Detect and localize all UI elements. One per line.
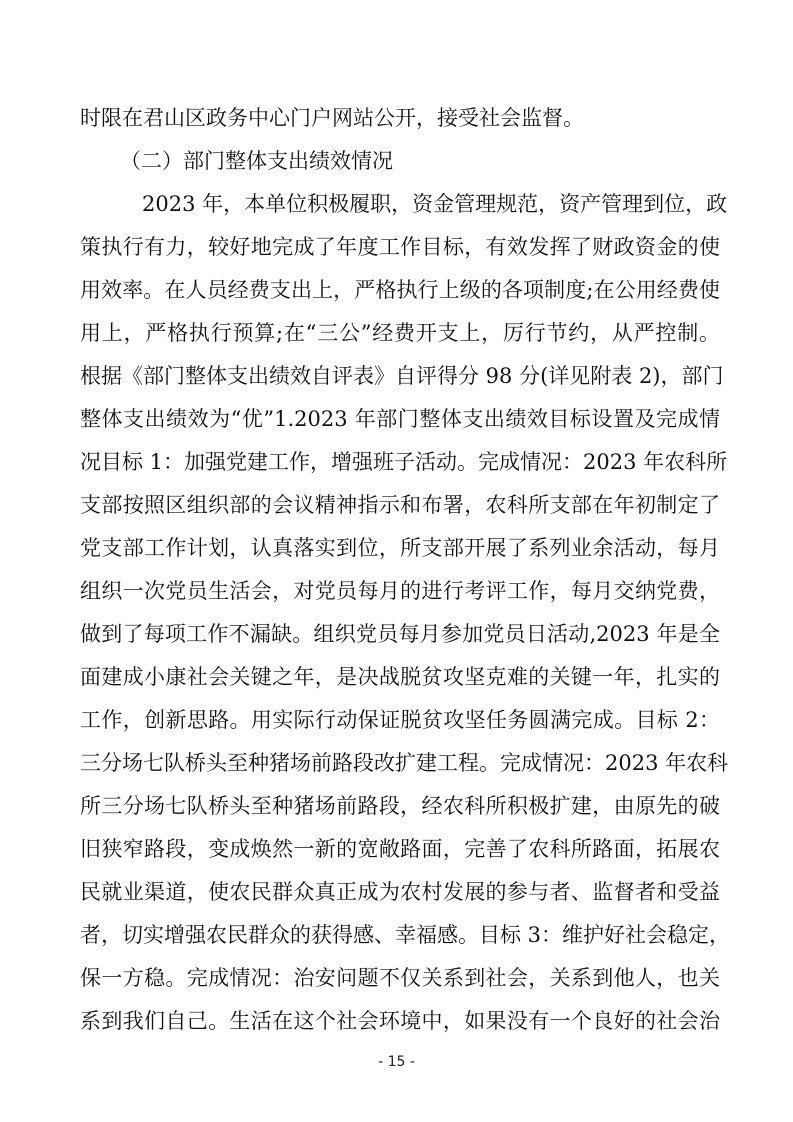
body-text-line: 三分场七队桥头至种猪场前路段改扩建工程。完成情况：2023 年农科 [80,751,729,775]
body-text-line: 党支部工作计划，认真落实到位，所支部开展了系列业余活动，每月 [80,536,720,560]
body-text-line: 面建成小康社会关键之年，是决战脱贫攻坚克难的关键一年，扎实的 [80,665,720,689]
paragraph-first-line: 2023 年，本单位积极履职，资金管理规范，资产管理到位，政 [142,192,728,216]
body-text-line: 用上，严格执行预算;在“三公”经费开支上，厉行节约，从严控制。 [80,321,720,345]
body-text-line: 根据《部门整体支出绩效自评表》自评得分 98 分(详见附表 2)，部门 [80,364,724,388]
section-heading: （二）部门整体支出绩效情况 [120,149,393,173]
body-text-line: 组织一次党员生活会，对党员每月的进行考评工作，每月交纳党费， [80,579,720,603]
body-text-line: 支部按照区组织部的会议精神指示和布署，农科所支部在年初制定了 [80,493,720,517]
body-text-line: 策执行有力，较好地完成了年度工作目标，有效发挥了财政资金的使 [80,235,720,259]
page-number: - 15 - [378,1054,415,1070]
body-text-line: 工作，创新思路。用实际行动保证脱贫攻坚任务圆满完成。目标 2： [80,708,720,732]
body-text-line: 旧狭窄路段，变成焕然一新的宽敞路面，完善了农科所路面，拓展农 [80,837,720,861]
body-text-line: 时限在君山区政务中心门户网站公开，接受社会监督。 [80,106,584,130]
body-text-line: 保一方稳。完成情况：治安问题不仅关系到社会，关系到他人，也关 [80,966,720,990]
body-text-line: 民就业渠道，使农民群众真正成为农村发展的参与者、监督者和受益 [80,880,720,904]
body-text-line: 所三分场七队桥头至种猪场前路段，经农科所积极扩建，由原先的破 [80,794,720,818]
body-text-line: 做到了每项工作不漏缺。组织党员每月参加党员日活动,2023 年是全 [80,622,720,646]
body-text-line: 系到我们自己。生活在这个社会环境中，如果没有一个良好的社会治 [80,1009,720,1033]
body-text-line: 整体支出绩效为“优”1.2023 年部门整体支出绩效目标设置及完成情 [80,407,720,431]
body-text-line: 况目标 1：加强党建工作，增强班子活动。完成情况：2023 年农科所 [80,450,728,474]
body-text-line: 用效率。在人员经费支出上，严格执行上级的各项制度;在公用经费使 [80,278,720,302]
body-text-line: 者，切实增强农民群众的获得感、幸福感。目标 3：维护好社会稳定， [80,923,731,947]
